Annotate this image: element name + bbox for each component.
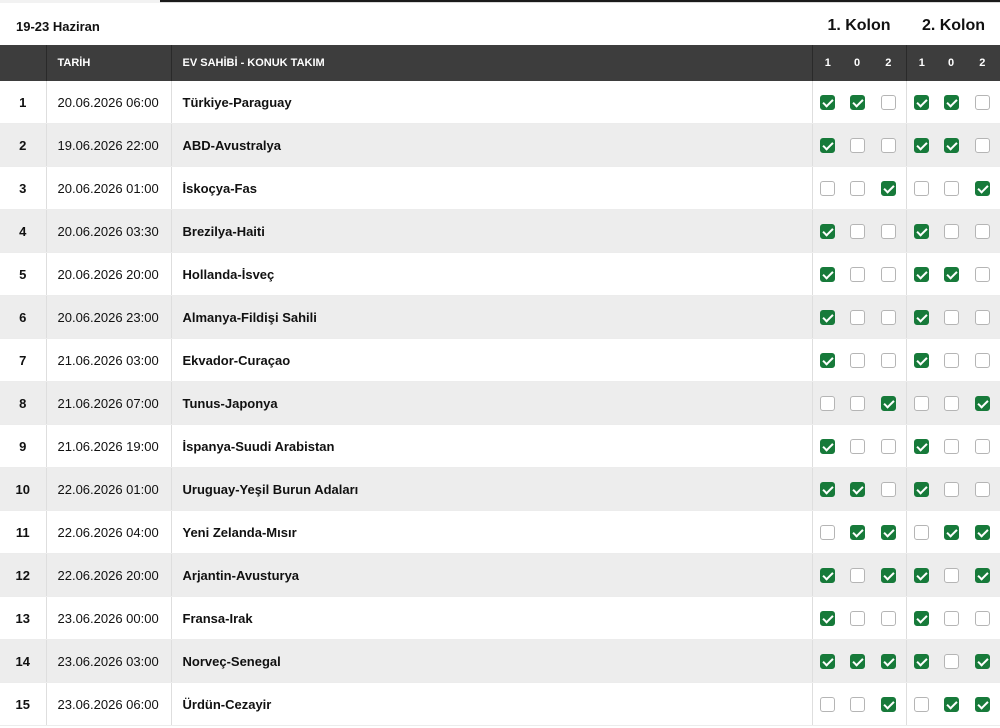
table-row [0,339,1000,382]
k2-pick-cell [965,253,1000,296]
k1-pick-cell [871,683,906,726]
k1-pick-cell [843,124,871,167]
table-row [0,511,1000,554]
k2-pick-cell [906,81,937,124]
kolon-2-pick-1-checkbox[interactable] [914,138,929,153]
k2-pick-cell [937,124,965,167]
kolon-2-pick-2-checkbox[interactable] [975,525,990,540]
kolon-1-pick-2-checkbox[interactable] [881,525,896,540]
table-header-row [0,45,1000,81]
kolon-1-pick-2-checkbox[interactable] [881,439,896,454]
kolon-2-pick-2-checkbox[interactable] [975,353,990,368]
kolon-2-pick-2-checkbox[interactable] [975,568,990,583]
kolon-1-pick-1-checkbox[interactable] [820,224,835,239]
row-number: 8 [0,382,46,425]
match-date: 19.06.2026 22:00 [46,124,171,167]
k1-pick-cell [871,124,906,167]
kolon-2-pick-1-checkbox[interactable] [914,95,929,110]
kolon-2-pick-1-checkbox[interactable] [914,568,929,583]
header-no [0,45,46,81]
kolon-2-pick-0-checkbox[interactable] [944,697,959,712]
k1-pick-cell [812,382,843,425]
row-number: 3 [0,167,46,210]
k2-pick-cell [965,210,1000,253]
kolon-2-pick-0-checkbox[interactable] [944,482,959,497]
kolon-2-pick-2-checkbox[interactable] [975,697,990,712]
k2-pick-cell [965,167,1000,210]
k1-pick-cell [871,339,906,382]
kolon-2-pick-1-checkbox[interactable] [914,353,929,368]
table-row [0,640,1000,683]
k2-pick-cell [937,167,965,210]
k1-pick-cell [843,425,871,468]
kolon-1-pick-2-checkbox[interactable] [881,310,896,325]
row-number: 15 [0,683,46,726]
kolon-1-pick-0-checkbox[interactable] [850,654,865,669]
k1-pick-cell [812,511,843,554]
kolon-1-pick-0-checkbox[interactable] [850,697,865,712]
kolon-2-pick-2-checkbox[interactable] [975,181,990,196]
kolon-2-pick-0-checkbox[interactable] [944,396,959,411]
match-teams: Tunus-Japonya [171,382,812,425]
kolon-1-pick-0-checkbox[interactable] [850,439,865,454]
row-number: 9 [0,425,46,468]
kolon-1-pick-2-checkbox[interactable] [881,138,896,153]
k2-pick-cell [937,81,965,124]
kolon-1-pick-1-checkbox[interactable] [820,138,835,153]
match-date: 20.06.2026 01:00 [46,167,171,210]
kolon-1-pick-2-checkbox[interactable] [881,224,896,239]
match-teams: Arjantin-Avusturya [171,554,812,597]
k2-pick-cell [906,167,937,210]
kolon-2-pick-1-checkbox[interactable] [914,611,929,626]
k2-pick-cell [937,210,965,253]
k2-pick-cell [906,296,937,339]
kolon-1-pick-2-checkbox[interactable] [881,353,896,368]
kolon-2-pick-2-checkbox[interactable] [975,95,990,110]
kolon-1-pick-0-checkbox[interactable] [850,310,865,325]
k2-pick-cell [937,683,965,726]
kolon-1-pick-2-checkbox[interactable] [881,181,896,196]
kolon-1-pick-1-checkbox[interactable] [820,181,835,196]
kolon-2-pick-2-checkbox[interactable] [975,611,990,626]
match-teams: Fransa-Irak [171,597,812,640]
match-teams: İskoçya-Fas [171,167,812,210]
tab-underline [160,0,1000,2]
kolon-1-pick-0-checkbox[interactable] [850,138,865,153]
match-teams: Almanya-Fildişi Sahili [171,296,812,339]
k2-pick-cell [937,382,965,425]
k1-pick-cell [812,597,843,640]
row-number: 5 [0,253,46,296]
kolon-2-pick-0-checkbox[interactable] [944,654,959,669]
kolon-1-pick-1-checkbox[interactable] [820,611,835,626]
table-row [0,253,1000,296]
match-teams: Yeni Zelanda-Mısır [171,511,812,554]
k1-pick-cell [812,468,843,511]
match-teams: İspanya-Suudi Arabistan [171,425,812,468]
kolon-1-pick-0-checkbox[interactable] [850,224,865,239]
kolon-1-pick-0-checkbox[interactable] [850,353,865,368]
k1-pick-cell [812,339,843,382]
kolon-2-pick-0-checkbox[interactable] [944,439,959,454]
match-date: 23.06.2026 06:00 [46,683,171,726]
k2-pick-cell [965,554,1000,597]
k1-pick-cell [843,597,871,640]
kolon-1-pick-2-checkbox[interactable] [881,95,896,110]
kolon-1-pick-0-checkbox[interactable] [850,525,865,540]
match-date: 21.06.2026 03:00 [46,339,171,382]
kolon-1-pick-0-checkbox[interactable] [850,267,865,282]
tab-week-active[interactable] [0,0,160,3]
k2-pick-cell [965,683,1000,726]
kolon-2-pick-1-checkbox[interactable] [914,654,929,669]
match-teams: Türkiye-Paraguay [171,81,812,124]
k2-pick-cell [937,296,965,339]
kolon-1-pick-0-checkbox[interactable] [850,396,865,411]
kolon-1-pick-1-checkbox[interactable] [820,353,835,368]
k2-pick-cell [965,468,1000,511]
k1-pick-cell [871,382,906,425]
match-date: 20.06.2026 03:30 [46,210,171,253]
k1-pick-cell [871,81,906,124]
row-number: 6 [0,296,46,339]
k1-pick-cell [871,253,906,296]
match-date: 22.06.2026 04:00 [46,511,171,554]
table-row [0,683,1000,726]
k1-pick-cell [843,554,871,597]
k1-pick-cell [843,81,871,124]
match-teams: ABD-Avustralya [171,124,812,167]
k1-pick-cell [812,167,843,210]
row-number: 2 [0,124,46,167]
kolon-1-pick-2-checkbox[interactable] [881,611,896,626]
k1-pick-cell [843,210,871,253]
match-date: 22.06.2026 20:00 [46,554,171,597]
k1-pick-cell [843,468,871,511]
kolon-1-pick-0-checkbox[interactable] [850,482,865,497]
header-date: TARİH [46,45,171,81]
kolon-2-pick-2-checkbox[interactable] [975,654,990,669]
kolon-2-pick-1-checkbox[interactable] [914,310,929,325]
k2-pick-cell [906,253,937,296]
k1-pick-cell [871,296,906,339]
k2-pick-cell [906,124,937,167]
kolon-1-pick-1-checkbox[interactable] [820,439,835,454]
match-teams: Hollanda-İsveç [171,253,812,296]
kolon-2-pick-0-checkbox[interactable] [944,181,959,196]
k2-pick-cell [965,640,1000,683]
kolon-2-pick-0-checkbox[interactable] [944,224,959,239]
match-date: 20.06.2026 20:00 [46,253,171,296]
k1-pick-cell [812,554,843,597]
header-k1-pick-1: 1 [812,45,843,81]
kolon-2-pick-2-checkbox[interactable] [975,482,990,497]
k2-pick-cell [937,511,965,554]
k1-pick-cell [871,468,906,511]
tab-strip [0,0,1000,3]
k1-pick-cell [812,124,843,167]
kolon-1-pick-1-checkbox[interactable] [820,482,835,497]
kolon-1-pick-2-checkbox[interactable] [881,568,896,583]
k2-pick-cell [906,339,937,382]
match-date: 23.06.2026 03:00 [46,640,171,683]
match-date: 21.06.2026 19:00 [46,425,171,468]
k1-pick-cell [843,253,871,296]
row-number: 14 [0,640,46,683]
table-row [0,124,1000,167]
k2-pick-cell [937,554,965,597]
k2-pick-cell [937,253,965,296]
kolon-1-pick-1-checkbox[interactable] [820,95,835,110]
k2-pick-cell [906,640,937,683]
table-row [0,81,1000,124]
kolon-2-pick-1-checkbox[interactable] [914,439,929,454]
kolon-2-pick-0-checkbox[interactable] [944,611,959,626]
k2-pick-cell [937,468,965,511]
kolon-2-pick-2-checkbox[interactable] [975,224,990,239]
match-date: 20.06.2026 23:00 [46,296,171,339]
kolon-1-pick-1-checkbox[interactable] [820,568,835,583]
match-teams: Uruguay-Yeşil Burun Adaları [171,468,812,511]
k2-pick-cell [937,425,965,468]
kolon-1-pick-1-checkbox[interactable] [820,697,835,712]
k1-pick-cell [871,425,906,468]
k2-pick-cell [906,683,937,726]
kolon-1-pick-1-checkbox[interactable] [820,267,835,282]
k1-pick-cell [843,339,871,382]
kolon-2-title: 2. Kolon [921,17,986,34]
kolon-2-pick-2-checkbox[interactable] [975,439,990,454]
kolon-1-pick-1-checkbox[interactable] [820,525,835,540]
kolon-2-pick-1-checkbox[interactable] [914,181,929,196]
kolon-2-pick-1-checkbox[interactable] [914,396,929,411]
k2-pick-cell [965,81,1000,124]
header-k1-pick-0: 0 [843,45,871,81]
row-number: 7 [0,339,46,382]
k1-pick-cell [812,296,843,339]
match-date: 21.06.2026 07:00 [46,382,171,425]
k1-pick-cell [812,683,843,726]
table-row [0,425,1000,468]
kolon-2-pick-0-checkbox[interactable] [944,138,959,153]
kolon-2-pick-0-checkbox[interactable] [944,95,959,110]
kolon-2-pick-0-checkbox[interactable] [944,353,959,368]
kolon-1-pick-2-checkbox[interactable] [881,697,896,712]
k2-pick-cell [965,339,1000,382]
kolon-2-pick-1-checkbox[interactable] [914,697,929,712]
k2-pick-cell [965,597,1000,640]
k2-pick-cell [906,468,937,511]
header-match: EV SAHİBİ - KONUK TAKIM [171,45,812,81]
k1-pick-cell [812,210,843,253]
k1-pick-cell [812,81,843,124]
k2-pick-cell [937,640,965,683]
k1-pick-cell [871,210,906,253]
k2-pick-cell [906,554,937,597]
kolon-1-pick-0-checkbox[interactable] [850,181,865,196]
k2-pick-cell [906,597,937,640]
k1-pick-cell [871,511,906,554]
kolon-2-pick-1-checkbox[interactable] [914,525,929,540]
row-number: 13 [0,597,46,640]
kolon-2-pick-0-checkbox[interactable] [944,267,959,282]
row-number: 4 [0,210,46,253]
match-teams: Ürdün-Cezayir [171,683,812,726]
k1-pick-cell [871,640,906,683]
k2-pick-cell [937,597,965,640]
k2-pick-cell [965,511,1000,554]
header-k2-pick-0: 0 [937,45,965,81]
match-date: 20.06.2026 06:00 [46,81,171,124]
kolon-2-pick-1-checkbox[interactable] [914,482,929,497]
k1-pick-cell [871,167,906,210]
table-row [0,167,1000,210]
k2-pick-cell [906,382,937,425]
header-k2-pick-1: 1 [906,45,937,81]
match-date: 23.06.2026 00:00 [46,597,171,640]
k2-pick-cell [906,210,937,253]
table-row [0,597,1000,640]
kolon-1-pick-2-checkbox[interactable] [881,396,896,411]
kolon-1-pick-1-checkbox[interactable] [820,654,835,669]
k2-pick-cell [965,124,1000,167]
kolon-2-pick-2-checkbox[interactable] [975,396,990,411]
table-row [0,296,1000,339]
kolon-1-pick-0-checkbox[interactable] [850,568,865,583]
kolon-2-pick-0-checkbox[interactable] [944,525,959,540]
row-number: 10 [0,468,46,511]
match-teams: Ekvador-Curaçao [171,339,812,382]
kolon-1-pick-0-checkbox[interactable] [850,95,865,110]
kolon-2-pick-2-checkbox[interactable] [975,310,990,325]
match-date: 22.06.2026 01:00 [46,468,171,511]
k1-pick-cell [871,554,906,597]
kolon-1-pick-2-checkbox[interactable] [881,654,896,669]
table-row [0,382,1000,425]
kolon-1-pick-1-checkbox[interactable] [820,396,835,411]
k1-pick-cell [812,425,843,468]
kolon-2-pick-0-checkbox[interactable] [944,568,959,583]
k1-pick-cell [843,683,871,726]
header-k2-pick-2: 2 [965,45,1000,81]
k2-pick-cell [965,296,1000,339]
kolon-2-pick-0-checkbox[interactable] [944,310,959,325]
kolon-1-pick-2-checkbox[interactable] [881,482,896,497]
match-teams: Brezilya-Haiti [171,210,812,253]
kolon-2-pick-2-checkbox[interactable] [975,138,990,153]
k1-pick-cell [812,253,843,296]
k2-pick-cell [937,339,965,382]
table-row [0,210,1000,253]
row-number: 11 [0,511,46,554]
week-label: 19-23 Haziran [16,19,100,34]
k2-pick-cell [965,425,1000,468]
table-row [0,468,1000,511]
k2-pick-cell [906,511,937,554]
k1-pick-cell [843,296,871,339]
k1-pick-cell [843,167,871,210]
k2-pick-cell [965,382,1000,425]
k1-pick-cell [843,640,871,683]
kolon-1-pick-0-checkbox[interactable] [850,611,865,626]
k1-pick-cell [843,511,871,554]
k1-pick-cell [812,640,843,683]
header-k1-pick-2: 2 [871,45,906,81]
k2-pick-cell [906,425,937,468]
kolon-2-pick-1-checkbox[interactable] [914,224,929,239]
k1-pick-cell [871,597,906,640]
coupon-table [0,45,1000,726]
table-row [0,554,1000,597]
kolon-2-pick-1-checkbox[interactable] [914,267,929,282]
kolon-1-pick-2-checkbox[interactable] [881,267,896,282]
row-number: 12 [0,554,46,597]
row-number: 1 [0,81,46,124]
kolon-1-pick-1-checkbox[interactable] [820,310,835,325]
match-teams: Norveç-Senegal [171,640,812,683]
kolon-2-pick-2-checkbox[interactable] [975,267,990,282]
kolon-1-title: 1. Kolon [827,17,891,34]
k1-pick-cell [843,382,871,425]
